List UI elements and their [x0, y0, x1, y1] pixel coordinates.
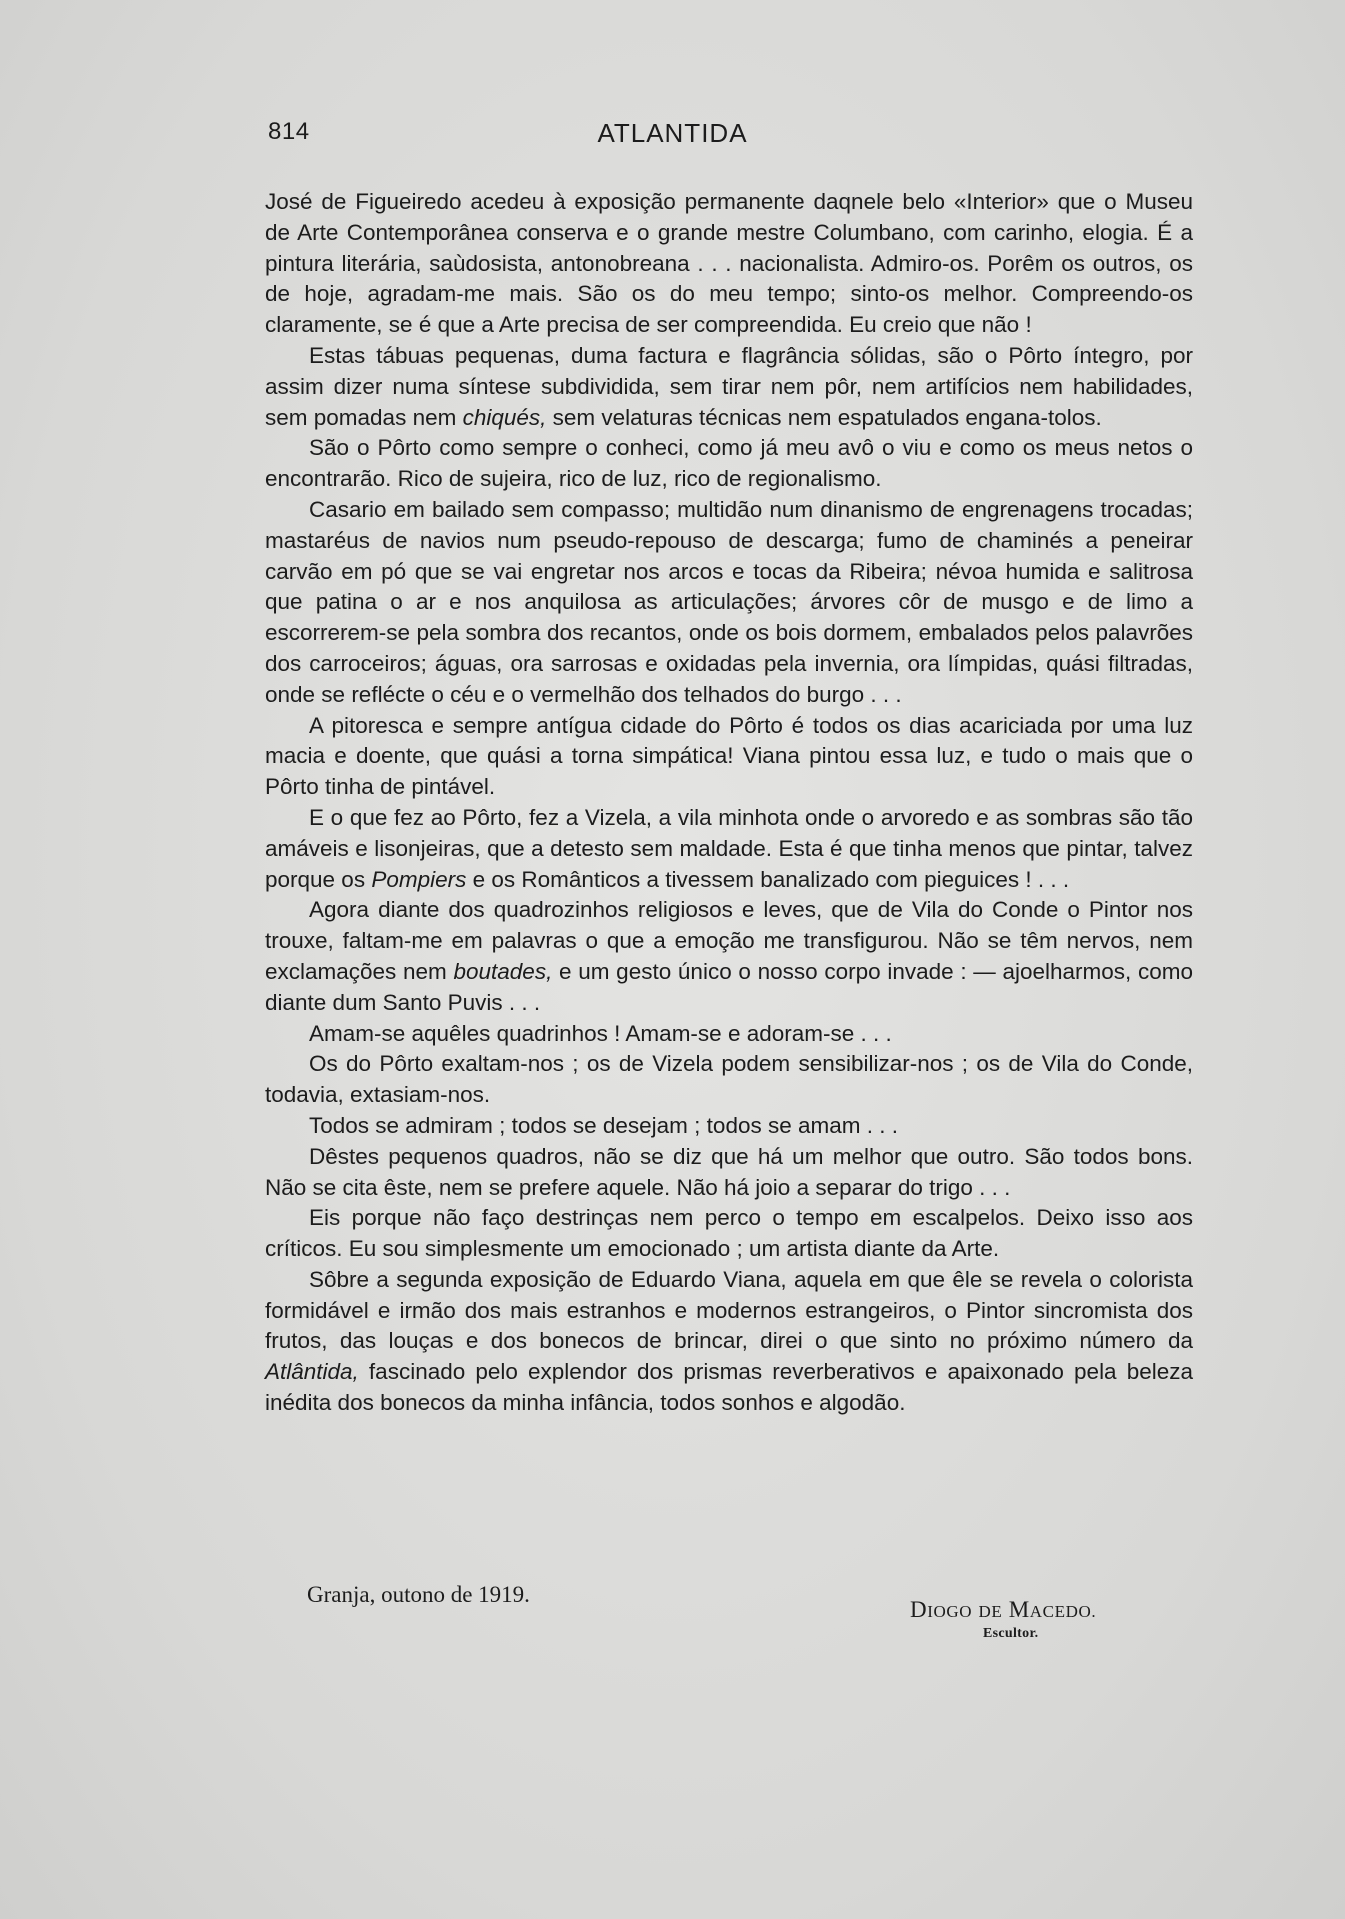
paragraph-6: E o que fez ao Pôrto, fez a Vizela, a vila minhota onde o arvoredo e as sombras são tão amáveis e lisonjeiras, que a detesto sem maldade. Esta é que tinha menos que pintar, talvez porque os Pompiers e os Românticos a tivessem banalizado com pieguices ! . . . [265, 804, 1193, 892]
italic-term-atlantida: Atlântida, [265, 1359, 359, 1385]
paragraph-5: A pitoresca e sempre antígua cidade do Pôrto é todos os dias acariciada por uma luz macia e doente, que quási a torna simpática! Viana pintou essa luz, e tudo o mais que o Pôrto tinha de pintável. [265, 712, 1193, 800]
paragraph-13: Sôbre a segunda exposição de Eduardo Viana, aquela em que êle se revela o colorista formidável e irmão dos mais estranhos e modernos estrangeiros, o Pintor sincromista dos frutos, das louças e dos bonecos de brincar, direi o que sinto no próximo número da Atlântida, fascinado pelo explendor dos prismas reverberativos e apaixonado pela beleza inédita dos bonecos da minha infância, todos sonhos e algodão. [265, 1266, 1193, 1416]
paragraph-1: José de Figueiredo acedeu à exposição permanente daqnele belo «Interior» que o Museu de Arte Contemporânea conserva e o grande mestre Columbano, com carinho, elogia. É a pintura literária, saùdosista, antonobreana . . . nacionalista. Admiro-os. Porêm os outros, os de hoje, agradam-me mais. São os do meu tempo; sinto-os melhor. Compreendo-os claramente, se é que a Arte precisa de ser compreendida. Eu creio que não ! [265, 189, 1193, 338]
paragraph-2: Estas tábuas pequenas, duma factura e flagrância sólidas, são o Pôrto íntegro, por assim dizer numa síntese subdividida, sem tirar nem pôr, nem artifícios nem habilidades, sem pomadas nem chiqués, sem velaturas técnicas nem espatulados engana-tolos. [265, 342, 1193, 430]
paragraph-3: São o Pôrto como sempre o conheci, como já meu avô o viu e como os meus netos o encontrarão. Rico de sujeira, rico de luz, rico de regionalismo. [265, 435, 1193, 492]
paragraph-4: Casario em bailado sem compasso; multidão num dinanismo de engrenagens trocadas; mastaréus de navios num pseudo-repouso de descarga; fumo de chaminés a peneirar carvão em pó que se vai engretar nos arcos e tocas da Ribeira; névoa humida e salitrosa que patina o ar e nos anquilosa as articulações; árvores côr de musgo e de limo a escorrerem-se pela sombra dos recantos, onde os bois dormem, embalados pelos palavrões dos carroceiros; águas, ora sarrosas e oxidadas pela invernia, ora límpidas, quási filtradas, onde se reflécte o céu e o vermelhão dos telhados do burgo . . . [265, 496, 1193, 707]
paragraph-7: Agora diante dos quadrozinhos religiosos e leves, que de Vila do Conde o Pintor nos trouxe, faltam-me em palavras o que a emoção me transfigurou. Não se têm nervos, nem exclamações nem boutades, e um gesto único o nosso corpo invade : — ajoelharmos, como diante dum Santo Puvis . . . [265, 897, 1193, 1015]
paragraph-8: Amam-se aquêles quadrinhos ! Amam-se e adoram-se . . . [309, 1020, 892, 1046]
italic-term-pompiers: Pompiers [371, 866, 467, 892]
paragraph-12: Eis porque não faço destrinças nem perco o tempo em escalpelos. Deixo isso aos críticos. Eu sou simplesmente um emocionado ; um artista diante da Arte. [265, 1205, 1193, 1262]
paragraph-9: Os do Pôrto exaltam-nos ; os de Vizela podem sensibilizar-nos ; os de Vila do Conde, todavia, extasiam-nos. [265, 1051, 1193, 1108]
article-body [265, 187, 1193, 1419]
dateline: Granja, outono de 1919. [307, 1582, 530, 1607]
italic-term-boutades: boutades, [453, 958, 553, 984]
italic-term-chiques: chiqués, [462, 404, 547, 430]
running-title: ATLANTIDA [597, 118, 748, 148]
paragraph-10: Todos se admiram ; todos se desejam ; todos se amam . . . [309, 1112, 899, 1138]
paragraph-11: Dêstes pequenos quadros, não se diz que há um melhor que outro. São todos bons. Não se cita êste, nem se prefere aquele. Não há joio a separar do trigo . . . [265, 1143, 1193, 1200]
author-role: Escultor. [983, 1626, 1039, 1641]
page-number: 814 [268, 118, 310, 145]
author-signature: DIOGO DE MACEDO. [910, 1597, 1097, 1622]
